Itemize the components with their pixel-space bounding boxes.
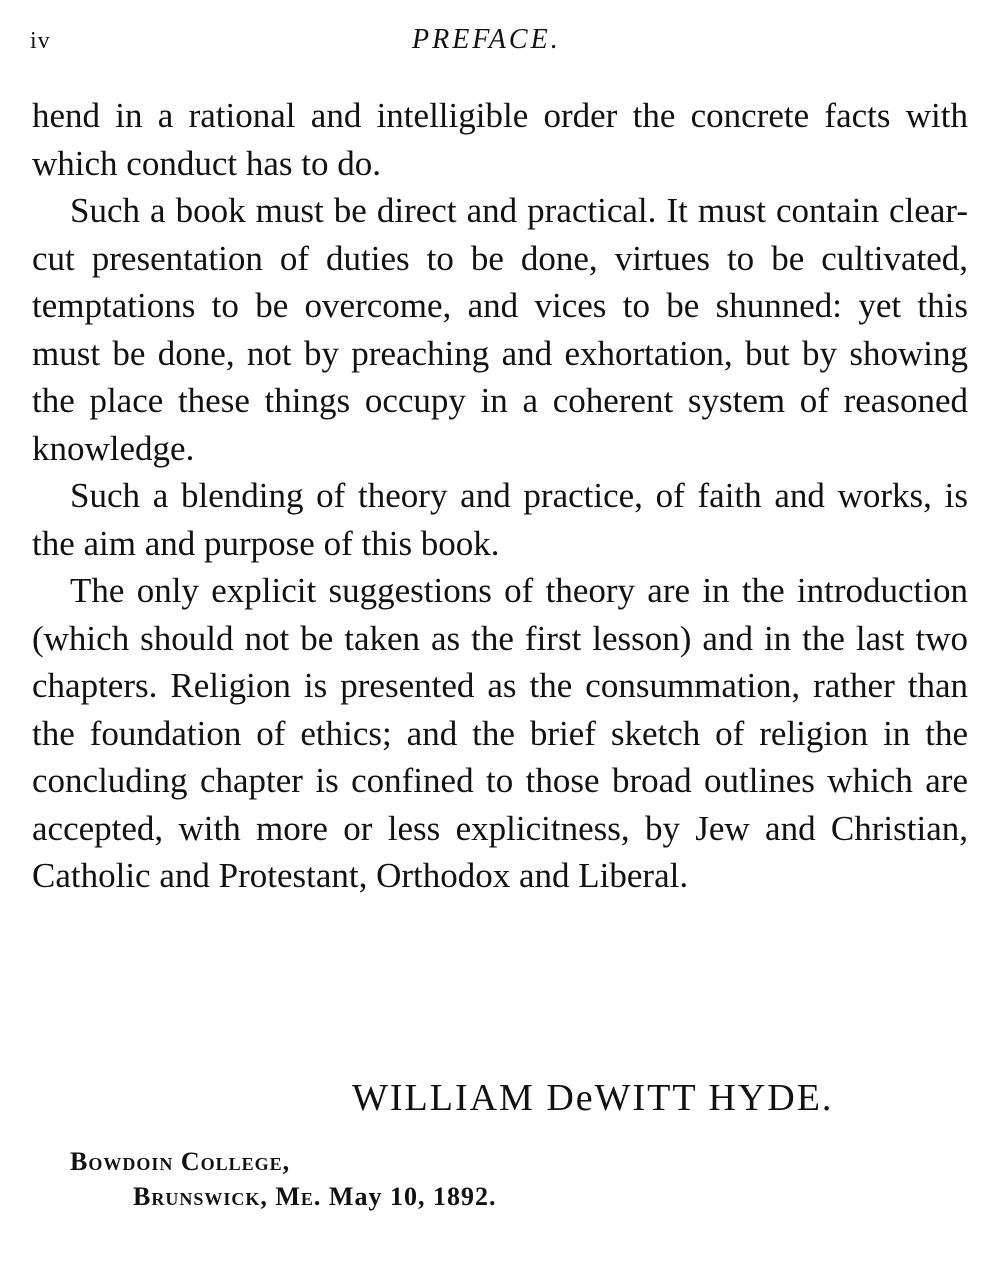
address-date: May 10, 1892. bbox=[328, 1182, 497, 1211]
preface-body bbox=[32, 92, 968, 900]
paragraph-3: Such a blending of theory and practice, of faith and works, is the aim and purpose of this book. bbox=[32, 476, 968, 563]
paragraph-4: The only explicit suggestions of theory are in the introduction (which should not be taken as the first lesson) and in the last two chapters. Religion is presented as the consummation, rather than the foundation of ethics; and the brief sketch of religion in the concluding chapter is confined to those broad outlines which are accepted, with more or less explicitness, by Jew and Christian, Catholic and Protestant, Orthodox and Liberal. bbox=[32, 571, 968, 895]
running-title: PREFACE. bbox=[412, 24, 561, 55]
page-header bbox=[0, 24, 1000, 60]
paragraph-1: hend in a rational and intelligible order the concrete facts with which conduct has to do. bbox=[32, 96, 968, 183]
address-place: Brunswick, Me. bbox=[133, 1182, 322, 1211]
author-signature: WILLIAM DeWITT HYDE. bbox=[352, 1077, 834, 1119]
address-line-2 bbox=[133, 1182, 496, 1212]
page-number: iv bbox=[30, 28, 51, 54]
paragraph-2: Such a book must be direct and practical. It must contain clear-cut presentation of duties to be done, virtues to be cultivated, temptations to be overcome, and vices to be shunned: yet this must be done, not by preaching and exhortation, but by showing the place these things occupy in a coherent system of reasoned knowledge. bbox=[32, 191, 968, 468]
address-line-1: Bowdoin College, bbox=[70, 1147, 291, 1176]
